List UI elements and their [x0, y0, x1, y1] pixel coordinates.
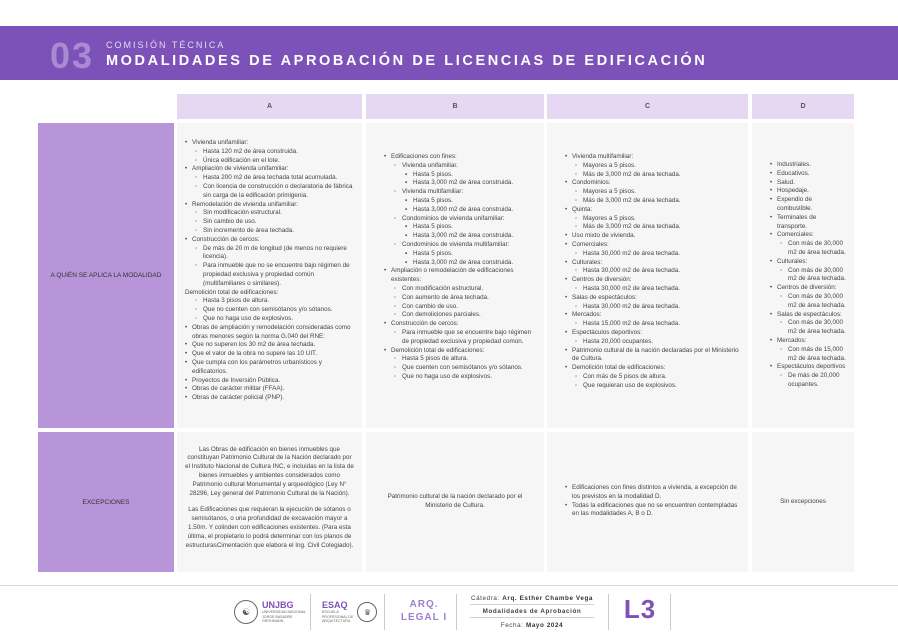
header-subtitle: COMISIÓN TÉCNICA: [106, 40, 226, 50]
list-item: • Vivienda unifamiliar:: [185, 139, 356, 148]
list-item: ◦ Con aumento de área techada.: [384, 294, 538, 303]
list-item: ◦ Mayores a 5 pisos.: [565, 215, 742, 224]
exception-b-text: Patrimonio cultural de la nación declarado por el Ministerio de Cultura.: [387, 493, 523, 509]
list-item: ◦ Con más de 5 pisos de altura.: [565, 373, 742, 382]
list-item: • Educativos.: [770, 170, 848, 179]
list-item: ◦ Que cuenten con semisótanos y/o sótanos.: [384, 364, 538, 373]
list-item: • Demolición total de edificaciones:: [565, 364, 742, 373]
logo-unjbg-name: UNJBG: [262, 600, 294, 611]
list-a-applies: [185, 139, 356, 403]
list-item: ◦ Con licencia de construcción o declaratoria de fábrica sin carga de la edificación primigenia.: [185, 183, 356, 201]
list-item: ◦ Mayores a 5 pisos.: [565, 188, 742, 197]
list-item: • Centros de diversión:: [565, 276, 742, 285]
list-item: • Industriales.: [770, 161, 848, 170]
list-item: ▪ Hasta 3,000 m2 de área construida.: [384, 259, 538, 268]
footer-divider: [0, 585, 898, 586]
logo-unjbg-line: UNIVERSIDAD NACIONAL: [262, 610, 306, 615]
list-item: ◦ Que no haga uso de explosivos.: [384, 373, 538, 382]
list-item: • Obras de ampliación y remodelación consideradas como obras menores según la norma G.040 del RNE:: [185, 324, 356, 342]
list-item: • Ampliación o remodelación de edificaciones existentes:: [384, 267, 538, 285]
list-item: • Mercados:: [770, 337, 848, 346]
info-rule: [470, 604, 594, 605]
list-item: • Terminales de transporte.: [770, 214, 848, 232]
list-item: ◦ Con modificación estructural.: [384, 285, 538, 294]
cell-d-exceptions: [752, 432, 854, 572]
list-item: ◦ Hasta 30,000 m2 de área techada.: [565, 267, 742, 276]
list-item: • Salas de espectáculos:: [565, 294, 742, 303]
list-item: • Hospedaje.: [770, 187, 848, 196]
list-item: ▪ Hasta 5 pisos.: [384, 250, 538, 259]
list-c-applies: [565, 153, 742, 391]
footer-separator: [384, 594, 385, 630]
course-name-line: ARQ.: [409, 599, 439, 610]
list-item: ◦ Mayores a 5 pisos.: [565, 162, 742, 171]
cell-b-exceptions: [366, 432, 544, 572]
list-item: ◦ Sin modificación estructural.: [185, 209, 356, 218]
list-item: ◦ Hasta 5 pisos de altura.: [384, 355, 538, 364]
list-item: • Uso mixto de vivienda.: [565, 232, 742, 241]
list-item: ◦ Vivienda multifamiliar:: [384, 188, 538, 197]
cell-c-exceptions: [547, 432, 748, 572]
list-item: • Edificaciones con fines:: [384, 153, 538, 162]
list-item: ◦ Hasta 20,000 ocupantes.: [565, 338, 742, 347]
list-item: ◦ Con cambio de uso.: [384, 303, 538, 312]
list-item: • Centros de diversión:: [770, 284, 848, 293]
list-item: • Proyectos de Inversión Pública.: [185, 377, 356, 386]
cell-d-applies: [752, 123, 854, 428]
list-item: ◦ Condominios de vivienda unifamiliar:: [384, 215, 538, 224]
list-item: • Salud.: [770, 179, 848, 188]
exception-c-item: • Todas la edificaciones que no se encuentren contempladas en las modalidades A, B o D.: [565, 502, 742, 520]
list-item: ◦ Hasta 3 pisos de altura.: [185, 297, 356, 306]
university-seal-icon: ☯: [234, 600, 258, 624]
list-item: • Espectáculos deportivos: [770, 363, 848, 372]
list-item: • Construcción de cercos:: [384, 320, 538, 329]
footer-separator: [456, 594, 457, 630]
info-rule: [470, 617, 594, 618]
list-item: • Culturales:: [565, 259, 742, 268]
column-header-c: C: [547, 94, 748, 119]
list-item: ▪ Hasta 5 pisos.: [384, 223, 538, 232]
lamina-code: L3: [623, 594, 657, 624]
unjbg-logo: [234, 596, 306, 628]
list-item: ◦ Hasta 30,000 m2 de área techada.: [565, 250, 742, 259]
list-item: ◦ Para inmueble que se encuentre bajo régimen de propiedad exclusiva y propiedad común.: [384, 329, 538, 347]
list-item: • Ampliación de vivienda unifamiliar:: [185, 165, 356, 174]
catedra-line: [462, 595, 602, 602]
list-item: ◦ Vivienda unifamiliar.: [384, 162, 538, 171]
list-item: ◦ Con más de 30,000 m2 de área techada.: [770, 319, 848, 337]
list-item: • Obras de carácter militar (FFAA).: [185, 385, 356, 394]
list-item: • Comerciales:: [770, 231, 848, 240]
logo-unjbg-line: JORGE BASADRE: [262, 614, 293, 619]
list-b-applies: [384, 153, 538, 382]
logo-esaq-line: ARQUITECTURA: [322, 619, 351, 624]
footer-separator: [310, 594, 311, 630]
fecha-line: [462, 622, 602, 629]
exception-a-paragraph-1: Las Obras de edificación en bienes inmuebles que constituyan Patrimonio Cultural de la Nación declarado por el Instituto Nacional de Cultura INC, e incluidas en la lista de bienes inmuebles y ambientes considerados como Patrimonio cultural Monumental y arqueológico (Ley N° 28296, Ley general del Patrimonio Cultural de la Nación).: [185, 445, 354, 497]
list-item: ▪ Hasta 5 pisos.: [384, 197, 538, 206]
list-item: ◦ Que no cuenten con semisótanos y/o sótanos.: [185, 306, 356, 315]
column-header-b: B: [366, 94, 544, 119]
list-item: ▪ Hasta 5 pisos.: [384, 171, 538, 180]
list-item: ◦ Hasta 30,000 m2 de área techada.: [565, 303, 742, 312]
list-item: • Mercados:: [565, 311, 742, 320]
list-item: • Culturales:: [770, 258, 848, 267]
footer-separator: [608, 594, 609, 630]
list-item: ◦ Hasta 30,000 m2 de área techada.: [565, 285, 742, 294]
section-number: 03: [50, 35, 95, 76]
school-seal-icon: ♛: [357, 602, 377, 622]
esaq-logo: [322, 596, 377, 628]
fecha-label: Fecha:: [500, 622, 524, 629]
logo-esaq-line: PROFESIONAL DE: [322, 614, 354, 619]
list-item: • Remodelación de vivienda unifamiliar:: [185, 201, 356, 210]
list-item: ▪ Hasta 3,000 m2 de área construida.: [384, 179, 538, 188]
list-item: • Que el valor de la obra no supere las 10 UIT.: [185, 350, 356, 359]
list-item: • Condominios:: [565, 179, 742, 188]
catedra-value: Arq. Esther Chambe Vega: [502, 595, 594, 602]
column-header-a: A: [177, 94, 362, 119]
fecha-value: Mayo 2024: [525, 622, 564, 629]
course-name: [400, 598, 448, 624]
list-item: • Salas de espectáculos:: [770, 311, 848, 320]
list-item: ◦ Con más de 30,000 m2 de área techada.: [770, 267, 848, 285]
list-item: ◦ Con demoliciones parciales.: [384, 311, 538, 320]
logo-unjbg-line: GROHMANN: [262, 619, 284, 624]
list-item: • Comerciales:: [565, 241, 742, 250]
column-header-d: D: [752, 94, 854, 119]
list-item: • Espectáculos deportivos:: [565, 329, 742, 338]
list-item: • Expendio de combustible.: [770, 196, 848, 214]
list-item: ◦ De más de 20 m de longitud (de menos no requiere licencia).: [185, 245, 356, 263]
list-item: ◦ Con más de 30,000 m2 de área techada.: [770, 293, 848, 311]
list-item: • Construcción de cercos:: [185, 236, 356, 245]
list-item: ◦ Hasta 120 m2 de área construida.: [185, 148, 356, 157]
list-item: ◦ De más de 20,000 ocupantes.: [770, 372, 848, 390]
list-item: ◦ Con más de 30,000 m2 de área techada.: [770, 240, 848, 258]
list-item: ◦ Única edificación en el lote.: [185, 157, 356, 166]
page-title: MODALIDADES DE APROBACIÓN DE LICENCIAS DE EDIFICACIÓN: [106, 53, 708, 69]
exception-a-paragraph-2: Las Edificaciones que requieran la ejecución de sótanos o semisótanos, o una profundidad de excavación mayor a 1.50m. Y colinden con edificaciones existentes. (Para esta última, el propietario lo podrá determinar con los planos de estructurasCimentación que elabora el Ing. Civil Colegiado).: [185, 506, 354, 549]
list-item: • Patrimonio cultural de la nación declaradas por el Ministerio de Cultura.: [565, 347, 742, 365]
list-item: ◦ Condominios de vivienda multifamiliar:: [384, 241, 538, 250]
row-label-exceptions: EXCEPCIONES: [38, 432, 174, 572]
list-item: ◦ Sin cambio de uso.: [185, 218, 356, 227]
list-item: • Que no superen los 30 m2 de área techada.: [185, 341, 356, 350]
list-item: ◦ Hasta 200 m2 de área techada total acumulada.: [185, 174, 356, 183]
list-item: ◦ Para inmueble que no se encuentre bajo régimen de propiedad exclusiva y propiedad común (multifamiliares o similares).: [185, 262, 356, 288]
logo-esaq-name: ESAQ: [322, 600, 348, 611]
list-item: • Vivienda multifamiliar:: [565, 153, 742, 162]
document-title: Modalidades de Aprobación: [482, 608, 582, 615]
list-item: ◦ Más de 3,000 m2 de área techada.: [565, 197, 742, 206]
list-item: ◦ Con más de 15,000 m2 de área techada.: [770, 346, 848, 364]
list-item: ◦ Más de 3,000 m2 de área techada.: [565, 171, 742, 180]
list-item: ◦ Más de 3,000 m2 de área techada.: [565, 223, 742, 232]
course-name-line: LEGAL I: [400, 612, 448, 623]
catedra-label: Cátedra:: [470, 595, 500, 602]
list-item: ▪ Hasta 3,000 m2 de área construida.: [384, 232, 538, 241]
list-item: Demolición total de edificaciones:: [185, 288, 279, 296]
list-item: • Demolición total de edificaciones:: [384, 347, 538, 356]
footer-separator: [670, 594, 671, 630]
list-item: ▪ Hasta 3,000 m2 de área construida.: [384, 206, 538, 215]
list-item: ◦ Que no haga uso de explosivos.: [185, 315, 356, 324]
list-d-applies: [770, 161, 848, 390]
cell-a-exceptions: [177, 432, 362, 572]
logo-esaq-line: ESCUELA: [322, 610, 339, 615]
list-item: ◦ Que requieran uso de explosivos.: [565, 382, 742, 391]
list-item: • Quinta:: [565, 206, 742, 215]
cell-b-applies: [366, 123, 544, 428]
list-item: ◦ Sin incremento de área techada.: [185, 227, 356, 236]
list-item: • Que cumpla con los parámetros urbanísticos y edificatorios.: [185, 359, 356, 377]
cell-a-applies: [177, 123, 362, 428]
exception-d-text: Sin excepciones: [780, 497, 826, 505]
row-label-applies: A QUIÉN SE APLICA LA MODALIDAD: [38, 123, 174, 428]
cell-c-applies: [547, 123, 748, 428]
exception-c-item: • Edificaciones con fines distintos a vivienda, a excepción de los previstos en la modalidad D.: [565, 484, 742, 502]
list-item: • Obras de carácter policial (PNP).: [185, 394, 356, 403]
list-item: ◦ Hasta 15,000 m2 de área techada.: [565, 320, 742, 329]
